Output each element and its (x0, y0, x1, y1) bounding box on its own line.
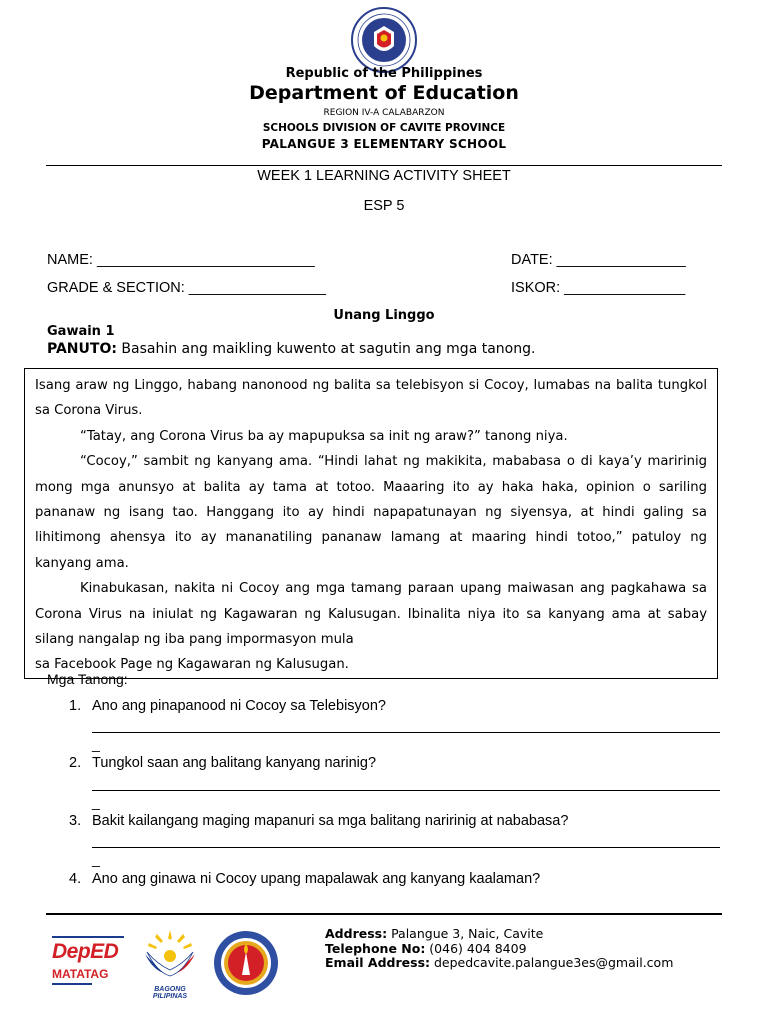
answer-line[interactable] (92, 732, 720, 733)
phone-label: Telephone No: (325, 941, 426, 956)
email-label: Email Address: (325, 955, 431, 970)
question-number: 2. (69, 755, 82, 771)
deped-matatag-logo (52, 936, 124, 990)
school-text: PALANGUE 3 ELEMENTARY SCHOOL (261, 137, 507, 151)
bagong-pilipinas-text: BAGONG PILIPINAS (152, 986, 188, 1000)
week-heading: Unang Linggo (333, 308, 435, 323)
questions-heading: Mga Tanong: (47, 671, 128, 687)
republic-text: Republic of the Philippines (285, 66, 483, 81)
activity-heading: Gawain 1 (47, 324, 115, 339)
grade-section-field[interactable]: GRADE & SECTION: _________________ (47, 280, 326, 296)
answer-line[interactable] (92, 847, 720, 848)
footer-phone (325, 941, 527, 956)
name-field[interactable]: NAME: ___________________________ (47, 252, 315, 268)
bagong-pilipinas-icon (137, 930, 203, 978)
iskor-field[interactable]: ISKOR: _______________ (511, 280, 686, 296)
question-text: Bakit kailangang maging mapanuri sa mga balitang naririnig at nababasa? (92, 813, 569, 829)
answer-line[interactable] (92, 790, 720, 791)
story-paragraph-2: “Tatay, ang Corona Virus ba ay mapupuksa sa init ng araw?” tanong niya. (80, 428, 568, 444)
question-number: 4. (69, 871, 82, 887)
department-text: Department of Education (249, 82, 519, 104)
question-text: Tungkol saan ang balitang kanyang narinig? (92, 755, 377, 771)
footer-email (325, 955, 673, 970)
question-text: Ano ang ginawa ni Cocoy upang mapalawak ang kanyang kaalaman? (92, 871, 541, 887)
footer-divider (46, 913, 722, 915)
story-paragraph-3: “Cocoy,” sambit ng kanyang ama. “Hindi lahat ng makikita, mababasa o di kaya’y maririnig mong mga anunsyo at balita ay tama at totoo. Maaaring ito ay haka haka, opinion o sariling pananaw ng isang tao. Hanggang ito ay hindi napapatunayan ng siyensya, at hindi galing sa lihitimong ahensya ito ay mananatiling pananaw lamang at maaring hindi totoo,” patuloy ng kanyang ama. (35, 454, 707, 571)
story-box (24, 368, 718, 679)
footer-address (325, 926, 543, 941)
address-value: Palangue 3, Naic, Cavite (387, 926, 544, 941)
address-label: Address: (325, 926, 388, 941)
answer-line-tail: _ (92, 851, 100, 867)
logo-matatag-text: MATATAG (52, 967, 109, 981)
date-field[interactable]: DATE: ________________ (511, 252, 686, 268)
sheet-subject: ESP 5 (363, 198, 405, 214)
instruction-text: Basahin ang maikling kuwento at sagutin ang mga tanong. (116, 341, 536, 357)
story-paragraph-5: sa Facebook Page ng Kagawaran ng Kalusugan. (35, 657, 349, 673)
bagong-pilipinas-logo (137, 930, 203, 1000)
question-number: 3. (69, 813, 82, 829)
school-seal-icon (213, 930, 279, 996)
header-divider (46, 165, 722, 166)
question-number: 1. (69, 698, 82, 714)
deped-seal-icon (350, 6, 418, 74)
story-paragraph-1: Isang araw ng Linggo, habang nanonood ng balita sa telebisyon si Cocoy, lumabas na balita tungkol sa Corona Virus. (35, 378, 707, 419)
question-text: Ano ang pinapanood ni Cocoy sa Telebisyon? (92, 698, 386, 714)
answer-line-tail: _ (92, 736, 100, 752)
phone-value: (046) 404 8409 (425, 941, 527, 956)
sheet-title: WEEK 1 LEARNING ACTIVITY SHEET (257, 168, 511, 184)
instruction-label: PANUTO: (47, 341, 117, 357)
email-value[interactable]: depedcavite.palangue3es@gmail.com (430, 955, 674, 970)
answer-line-tail: _ (92, 794, 100, 810)
story-paragraph-4: Kinabukasan, nakita ni Cocoy ang mga tamang paraan upang maiwasan ang pagkahawa sa Corona Virus na iniulat ng Kagawaran ng Kalusugan. Ibinalita niya ito sa kanyang ama at sabay silang nangalap ng iba pang impormasyon mula (35, 581, 707, 648)
region-text: REGION IV-A CALABARZON (323, 108, 445, 118)
instruction (47, 341, 535, 357)
division-text: SCHOOLS DIVISION OF CAVITE PROVINCE (262, 122, 506, 134)
logo-deped-text: DepED (52, 940, 119, 963)
